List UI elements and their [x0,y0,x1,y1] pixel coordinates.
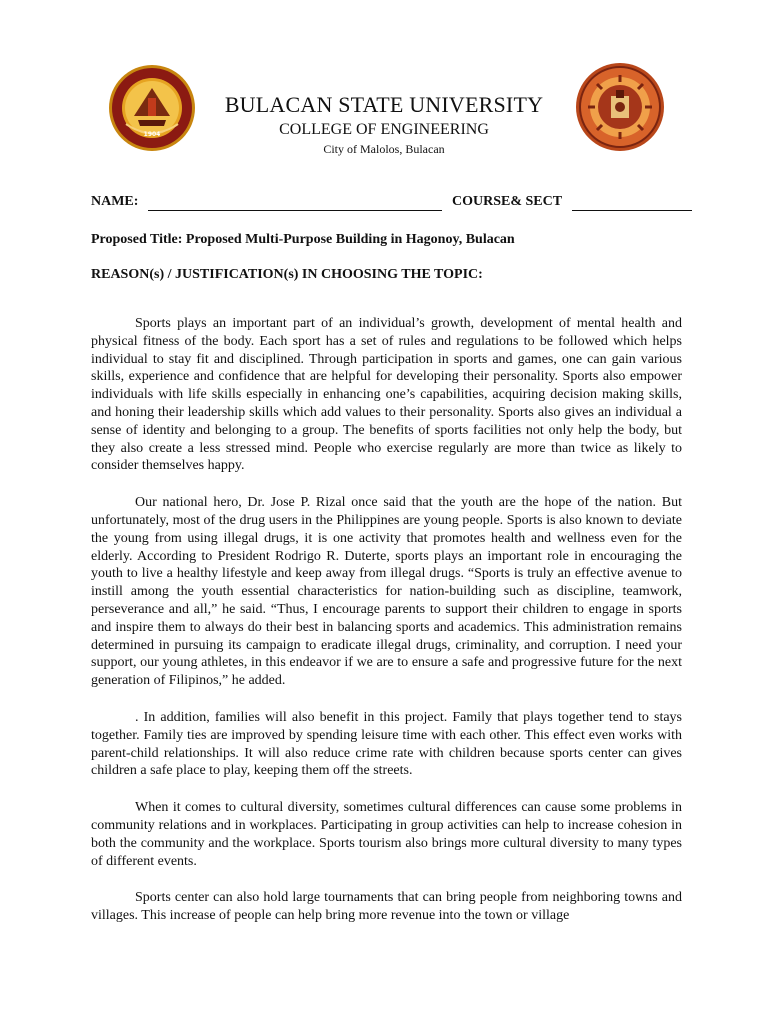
paragraph-youth-drugs: Our national hero, Dr. Jose P. Rizal once said that the youth are the hope of the nation. But unfortunately, most of the drug users in the Philippines are young people. Sports is also known to deviate the young from using illegal drugs, it is one activity that promotes health and wellness even for the elderly. According to President Rodrigo R. Duterte, sports plays an important role in encouraging the youth to live a healthy lifestyle and keep away from illegal drugs. “Sports is truly an effective avenue to instill among the youth essential characteristics for nation-building such as discipline, teamwork, perseverance and all,” he said. “Thus, I encourage parents to support their children to engage in sports and inspire them to always do their best in balancing sports and academics. This administration remains determined in pursuing its campaign to eradicate illegal drugs, criminality, and corruption. I need your support, our young athletes, in this endeavor if we are to ensure a safe and progressive future for the next generation of Filipinos,” he added. [91,495,682,689]
paragraph-families: . In addition, families will also benefit in this project. Family that plays together tend to stays together. Family ties are improved by spending leisure time with each other. This effect even works with parent-child relationships. It will also reduce crime rate with children because sports center can gives children a safe place to play, keeping them off the streets. [91,709,682,779]
paragraph-tournaments: Sports center can also hold large tournaments that can bring people from neighboring towns and villages. This increase of people can help bring more revenue into the town or village [91,890,682,924]
course-section-label: COURSE& SECT [452,194,563,209]
letterhead [0,92,768,157]
seal-year: 1904 [143,131,161,138]
paragraph-cultural-diversity: When it comes to cultural diversity, sometimes cultural differences can cause some problems in community relations and in workplaces. Participating in group activities can help to increase cohesion in both the community and the workplace. Sports tourism also brings more cultural diversity to many types of different events. [91,800,682,869]
city-address: City of Malolos, Bulacan [323,142,445,156]
justification-body [91,315,682,944]
reason-heading: REASON(s) / JUSTIFICATION(s) IN CHOOSING THE TOPIC: [91,267,483,282]
university-name: BULACAN STATE UNIVERSITY [224,92,544,117]
college-name: COLLEGE OF ENGINEERING [279,121,489,138]
course-section-blank-line[interactable] [572,210,692,211]
paragraph-sports-benefits: Sports plays an important part of an individual’s growth, development of mental health and physical fitness of the body. Each sport has a set of rules and regulations to be followed which helps individual to stay fit and disciplined. Through participation in sports and games, one can gain various skills, experience and confidence that are helpful for developing their personality. Sports also empower individuals with life skills especially in enhancing one’s capabilities, acquiring decision making skills, and honing their leadership skills which add values to their personality. Sports also gives an individual a sense of identity and belonging to a group. The benefits of sports facilities not only help the body, but they also create a less stressed mind. People who exercise regularly are more than twice as likely to consider themselves happy. [91,316,682,474]
proposed-title: Proposed Title: Proposed Multi-Purpose Building in Hagonoy, Bulacan [91,232,515,247]
name-blank-line[interactable] [148,210,442,211]
student-info-row [91,194,693,216]
name-label: NAME: [91,194,139,209]
